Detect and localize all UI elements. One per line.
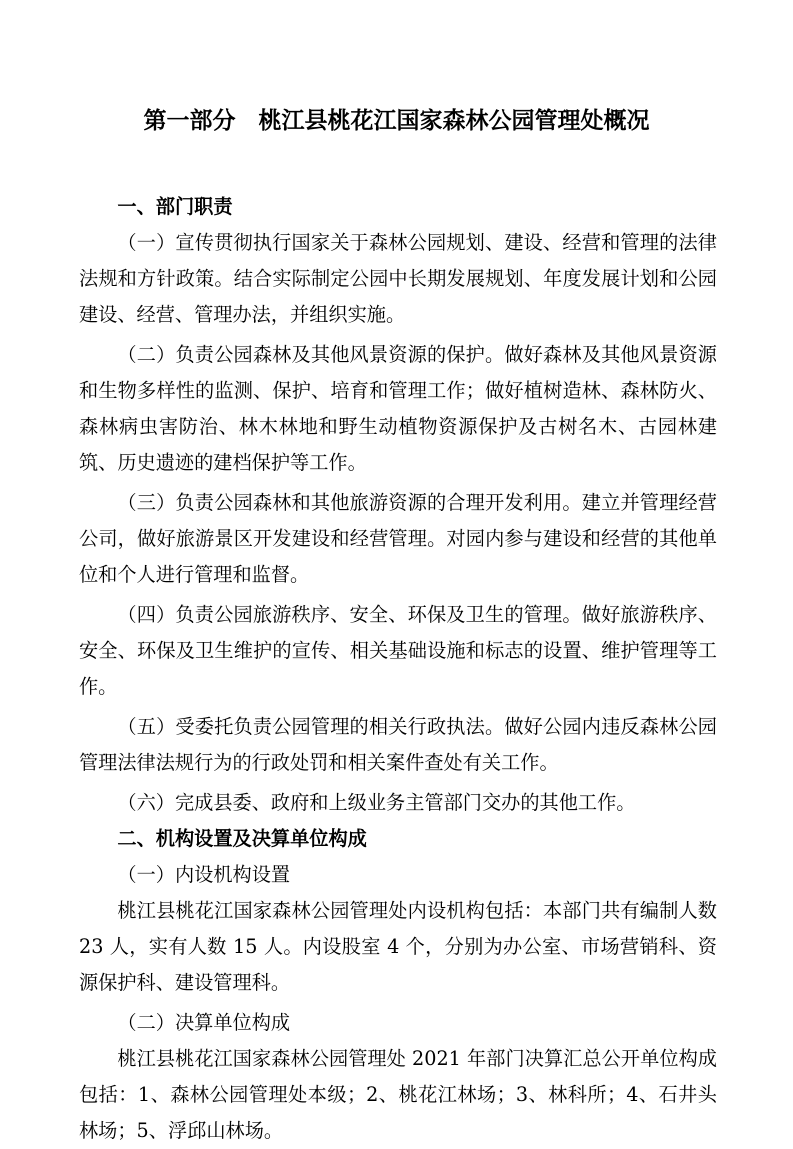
paragraph-duty-5: （五）受委托负责公园管理的相关行政执法。做好公园内违反森林公园管理法律法规行为的行政处罚和相关案件查处有关工作。 [79,715,717,774]
section-heading-organization: 二、机构设置及决算单位构成 [117,827,367,850]
subheading-internal-structure: （一）内设机构设置 [117,863,291,886]
paragraph-internal-structure: 桃江县桃花江国家森林公园管理处内设机构包括：本部门共有编制人数 23 人，实有人数 15 人。内设股室 4 个，分别为办公室、市场营销科、资源保护科、建设管理科。 [79,899,717,994]
paragraph-duty-4: （四）负责公园旅游秩序、安全、环保及卫生的管理。做好旅游秩序、安全、环保及卫生维护的宣传、相关基础设施和标志的设置、维护管理等工作。 [79,603,717,698]
page-title: 第一部分 桃江县桃花江国家森林公园管理处概况 [143,108,650,134]
section-heading-duties: 一、部门职责 [117,195,233,218]
subheading-unit-composition: （二）决算单位构成 [117,1011,291,1034]
paragraph-duty-2: （二）负责公园森林及其他风景资源的保护。做好森林及其他风景资源和生物多样性的监测、保护、培育和管理工作；做好植树造林、森林防火、森林病虫害防治、林木林地和野生动植物资源保护及古树名木、古园林建筑、历史遗迹的建档保护等工作。 [79,343,717,474]
paragraph-duty-3: （三）负责公园森林和其他旅游资源的合理开发利用。建立并管理经营公司，做好旅游景区开发建设和经营管理。对园内参与建设和经营的其他单位和个人进行管理和监督。 [79,491,717,586]
paragraph-duty-6: （六）完成县委、政府和上级业务主管部门交办的其他工作。 [117,791,636,814]
paragraph-unit-composition: 桃江县桃花江国家森林公园管理处 2021 年部门决算汇总公开单位构成包括：1、森林公园管理处本级；2、桃花江林场；3、林科所；4、石井头林场；5、浮邱山林场。 [79,1047,717,1142]
paragraph-duty-1: （一）宣传贯彻执行国家关于森林公园规划、建设、经营和管理的法律法规和方针政策。结合实际制定公园中长期发展规划、年度发展计划和公园建设、经营、管理办法，并组织实施。 [79,231,717,326]
document-body [79,189,717,1149]
